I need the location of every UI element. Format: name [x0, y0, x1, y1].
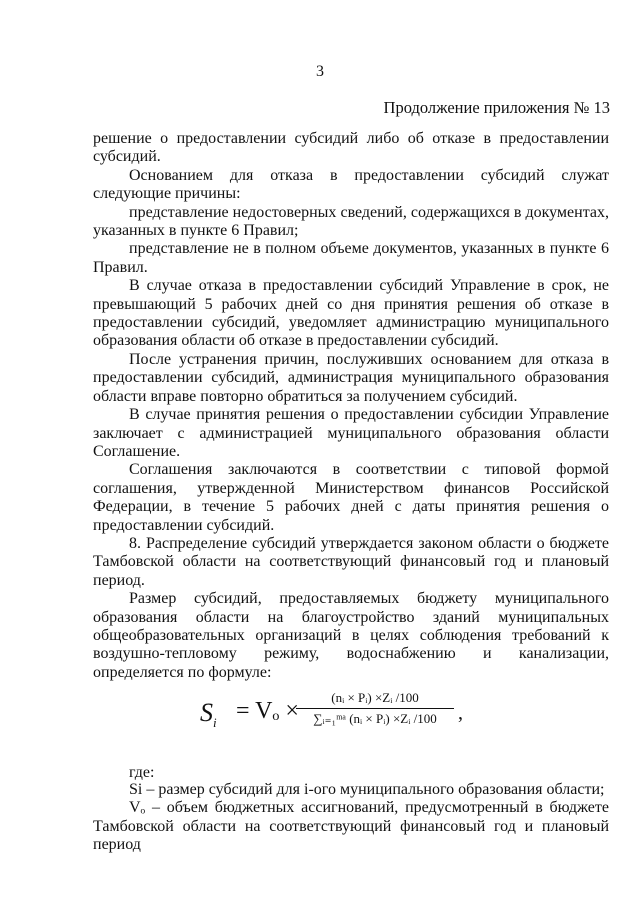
appendix-continuation-header: Продолжение приложения № 13 [383, 98, 610, 117]
subsidy-formula [200, 680, 480, 750]
paragraph-1: решение о предоставлении субсидий либо об отказе в предоставлении субсидий. [93, 130, 609, 166]
definition-si: Si – размер субсидий для i-ого муниципального образования области; [129, 781, 605, 798]
definition-vo: Vₒ – объем бюджетных ассигнований, предусмотренный в бюджете Тамбовской области на соответствующий финансовый год и плановый период [93, 799, 609, 854]
paragraph-10: Размер субсидий, предоставляемых бюджету муниципального образования области на благоустройство зданий муниципальных общеобразовательных организаций в целях соблюдения требований к воздушно-тепловому режиму, водоснабжению и канализации, определяется по формуле: [93, 590, 609, 681]
paragraph-7: В случае принятия решения о предоставлении субсидии Управление заключает с администрацией муниципального образования области Соглашение. [93, 406, 609, 460]
body-text [93, 130, 609, 682]
paragraph-8: Соглашения заключаются в соответствии с типовой формой соглашения, утвержденной Министерством финансов Российской Федерации, в течение 5 рабочих дней с даты принятия решения о предоставлении субсидий. [93, 461, 609, 534]
paragraph-5: В случае отказа в предоставлении субсидий Управление в срок, не превышающий 5 рабочих дней со дня принятия решения об отказе в предоставлении субсидий, уведомляет администрацию муниципального образования области об отказе в предоставлении субсидий. [93, 277, 609, 350]
paragraph-2: Основанием для отказа в предоставлении субсидий служат следующие причины: [93, 166, 609, 203]
paragraph-9: 8. Распределение субсидий утверждается законом области о бюджете Тамбовской области на соответствующий финансовый год и плановый период. [93, 534, 609, 589]
formula-fraction [296, 690, 454, 727]
page-number: 3 [316, 63, 324, 80]
definitions [93, 781, 609, 855]
formula-numerator: (nᵢ × Pᵢ) ×Zᵢ /100 [331, 690, 419, 705]
paragraph-3: представление недостоверных сведений, содержащихся в документах, указанных в пункте 6 Правил; [93, 203, 609, 240]
paragraph-6: После устранения причин, послуживших основанием для отказа в предоставлении субсидий, администрация муниципального образования области вправе повторно обратиться за получением субсидий. [93, 350, 609, 405]
formula-lhs: $S_i$ [200, 698, 217, 731]
where-label: где: [129, 764, 155, 781]
formula-equals-vo: = Vₒ × [236, 698, 299, 724]
formula-denominator: ∑ᵢ₌₁ᵐᵃ (nᵢ × Pᵢ) ×Zᵢ /100 [313, 711, 437, 726]
formula-comma: , [458, 702, 463, 724]
paragraph-4: представление не в полном объеме документов, указанных в пункте 6 Правил. [93, 240, 609, 276]
